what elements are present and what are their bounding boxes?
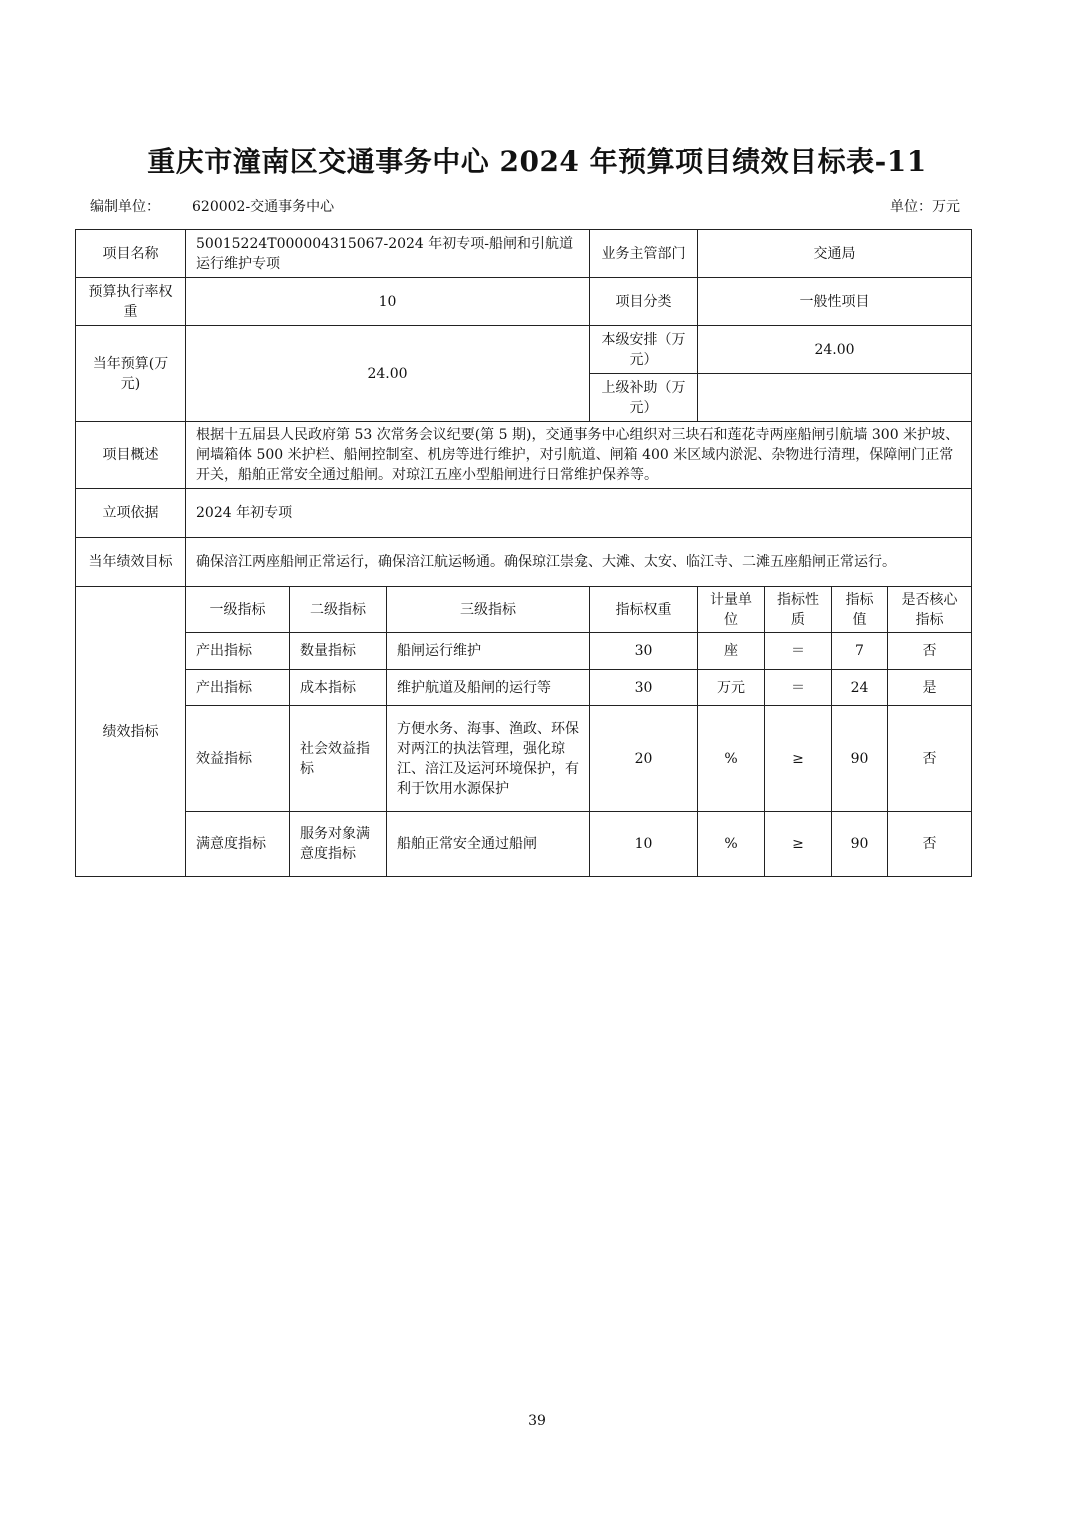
local-value: 24.00 — [698, 326, 972, 374]
header-value: 指标值 — [832, 587, 888, 633]
project-name-label: 项目名称 — [76, 230, 186, 278]
indicator-nature: ＝ — [765, 670, 832, 706]
indicator-header-row — [76, 587, 972, 633]
table-row — [76, 538, 972, 587]
indicator-nature: ≥ — [765, 706, 832, 812]
indicator-level3: 船闸运行维护 — [387, 633, 590, 670]
overview-value: 根据十五届县人民政府第 53 次常务会议纪要(第 5 期)，交通事务中心组织对三块石和莲花寺两座船闸引航墙 300 米护坡、闸墙箱体 500 米护栏、船闸控制室、机房等进行维护，对引航道、闸箱 400 米区域内淤泥、杂物进行清理，保障闸门正常开关，船舶正常安全通过船闸。对琼江五座小型船闸进行日常维护保养等。 — [186, 422, 972, 489]
indicator-level3: 方便水务、海事、渔政、环保对两江的执法管理，强化琼江、涪江及运河环境保护，有利于饮用水源保护 — [387, 706, 590, 812]
compiling-unit-value: 620002-交通事务中心 — [192, 199, 335, 215]
table-row — [76, 422, 972, 489]
goal-value: 确保涪江两座船闸正常运行，确保涪江航运畅通。确保琼江崇龛、大滩、太安、临江寺、二滩五座船闸正常运行。 — [186, 538, 972, 587]
indicator-value: 24 — [832, 670, 888, 706]
indicator-level1: 产出指标 — [186, 670, 290, 706]
indicator-level1: 产出指标 — [186, 633, 290, 670]
indicator-weight: 20 — [590, 706, 698, 812]
perf-indicators-label: 绩效指标 — [76, 587, 186, 877]
category-value: 一般性项目 — [698, 278, 972, 326]
indicator-row — [76, 633, 972, 670]
header-level1: 一级指标 — [186, 587, 290, 633]
compiling-unit-label: 编制单位： — [90, 199, 160, 215]
indicator-value: 90 — [832, 812, 888, 877]
indicator-unit: 座 — [698, 633, 765, 670]
goal-label: 当年绩效目标 — [76, 538, 186, 587]
table-row — [76, 278, 972, 326]
budget-label: 当年预算(万元) — [76, 326, 186, 422]
local-label: 本级安排（万元） — [590, 326, 698, 374]
table-row — [76, 489, 972, 538]
dept-value: 交通局 — [698, 230, 972, 278]
indicator-unit: % — [698, 812, 765, 877]
category-label: 项目分类 — [590, 278, 698, 326]
indicator-row — [76, 670, 972, 706]
indicator-weight: 30 — [590, 633, 698, 670]
indicator-weight: 30 — [590, 670, 698, 706]
header-unit: 计量单位 — [698, 587, 765, 633]
indicator-level2: 数量指标 — [290, 633, 387, 670]
indicator-level1: 效益指标 — [186, 706, 290, 812]
performance-target-table — [75, 229, 972, 877]
overview-label: 项目概述 — [76, 422, 186, 489]
indicator-core: 否 — [888, 706, 972, 812]
indicator-level2: 服务对象满意度指标 — [290, 812, 387, 877]
indicator-core: 是 — [888, 670, 972, 706]
indicator-level1: 满意度指标 — [186, 812, 290, 877]
indicator-unit: % — [698, 706, 765, 812]
indicator-core: 否 — [888, 812, 972, 877]
indicator-unit: 万元 — [698, 670, 765, 706]
indicator-value: 7 — [832, 633, 888, 670]
page-number: 39 — [528, 1413, 546, 1429]
indicator-level2: 社会效益指标 — [290, 706, 387, 812]
exec-weight-label: 预算执行率权重 — [76, 278, 186, 326]
header-level3: 三级指标 — [387, 587, 590, 633]
currency-unit: 单位：万元 — [890, 199, 960, 215]
project-name-value: 50015224T000004315067-2024 年初专项-船闸和引航道运行维护专项 — [186, 230, 590, 278]
header-nature: 指标性质 — [765, 587, 832, 633]
indicator-nature: ≥ — [765, 812, 832, 877]
compiling-unit — [90, 196, 334, 216]
indicator-nature: ＝ — [765, 633, 832, 670]
table-row — [76, 326, 972, 374]
exec-weight-value: 10 — [186, 278, 590, 326]
indicator-row — [76, 706, 972, 812]
header-core: 是否核心指标 — [888, 587, 972, 633]
page-title: 重庆市潼南区交通事务中心 2024 年预算项目绩效目标表-11 — [147, 145, 927, 178]
indicator-row — [76, 812, 972, 877]
basis-label: 立项依据 — [76, 489, 186, 538]
subsidy-label: 上级补助（万元） — [590, 374, 698, 422]
indicator-level3: 船舶正常安全通过船闸 — [387, 812, 590, 877]
header-weight: 指标权重 — [590, 587, 698, 633]
indicator-weight: 10 — [590, 812, 698, 877]
indicator-level2: 成本指标 — [290, 670, 387, 706]
budget-value: 24.00 — [186, 326, 590, 422]
dept-label: 业务主管部门 — [590, 230, 698, 278]
indicator-value: 90 — [832, 706, 888, 812]
indicator-level3: 维护航道及船闸的运行等 — [387, 670, 590, 706]
basis-value: 2024 年初专项 — [186, 489, 972, 538]
header-level2: 二级指标 — [290, 587, 387, 633]
indicator-core: 否 — [888, 633, 972, 670]
table-row — [76, 230, 972, 278]
subsidy-value — [698, 374, 972, 422]
